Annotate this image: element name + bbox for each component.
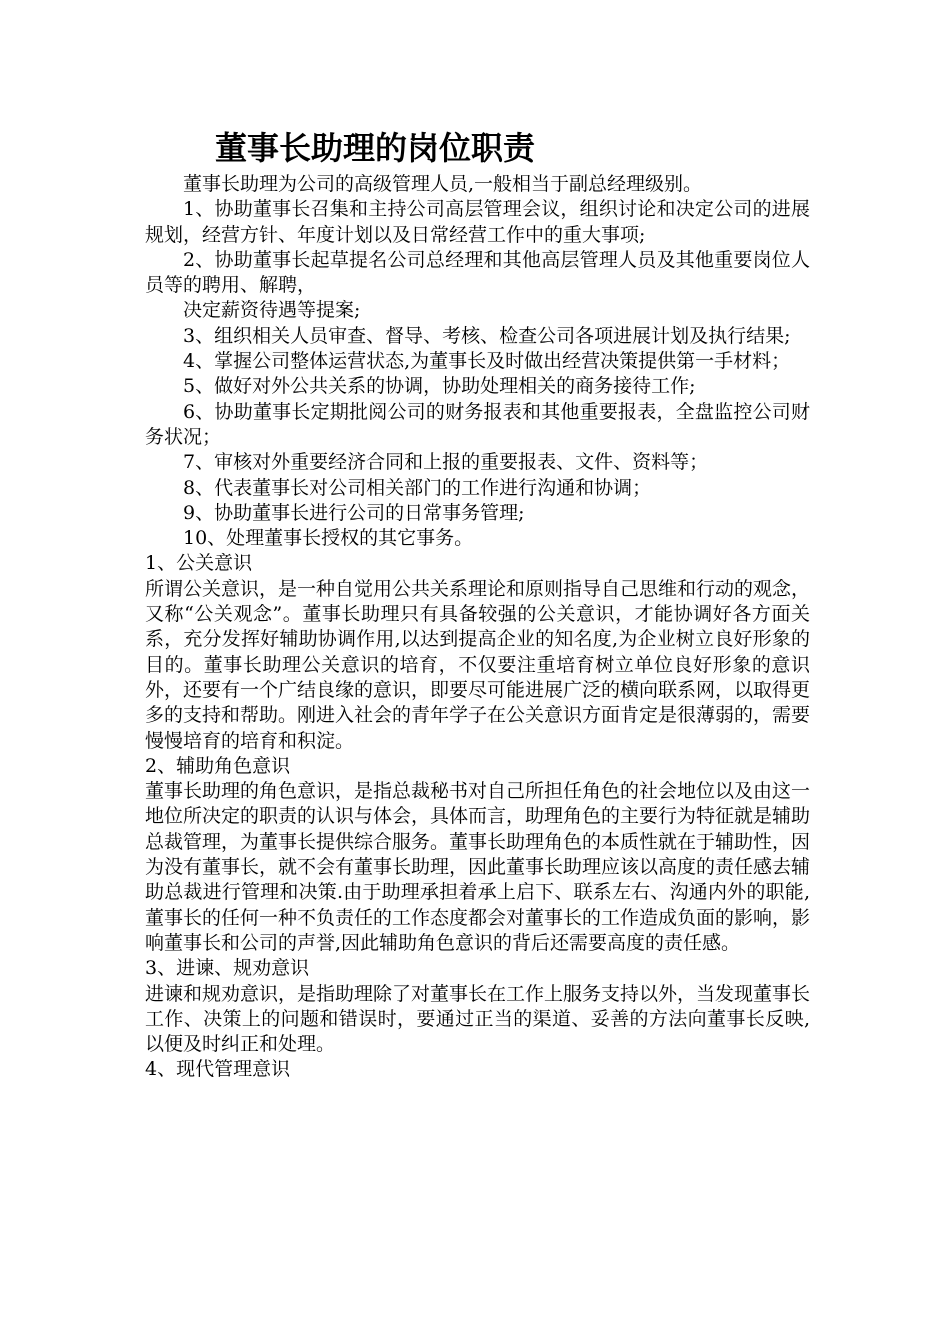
section-body-support-role: 董事长助理的角色意识，是指总裁秘书对自己所担任角色的社会地位以及由这一地位所决定的职责的认识与体会，具体而言，助理角色的主要行为特征就是辅助总裁管理，为董事长提供综合服务。董事长助理角色的本质性就在于辅助性，因为没有董事长，就不会有董事长助理，因此董事长助理应该以高度的责任感去辅助总裁进行管理和决策.由于助理承担着承上启下、联系左右、沟通内外的职能,董事长的任何一种不负责任的工作态度都会对董事长的工作造成负面的影响，影响董事长和公司的声誉,因此辅助角色意识的背后还需要高度的责任感。 <box>145 780 811 954</box>
section-heading-pr-awareness: 1、公关意识 <box>145 552 253 575</box>
intro-paragraph: 董事长助理为公司的高级管理人员,一般相当于副总经理级别。 <box>183 173 703 195</box>
duty-item-1: 1、协助董事长召集和主持公司高层管理会议，组织讨论和决定公司的进展规划，经营方针、年度计划以及日常经营工作中的重大事项; <box>145 198 810 246</box>
section-body-pr-awareness: 所谓公关意识，是一种自觉用公共关系理论和原则指导自己思维和行动的观念，又称“公关观念”。董事长助理只有具备较强的公关意识，才能协调好各方面关系，充分发挥好辅助协调作用,以达到提高企业的知名度,为企业树立良好形象的目的。董事长助理公关意识的培育，不仅要注重培育树立单位良好形象的意识外，还要有一个广结良缘的意识，即要尽可能进展广泛的横向联系网，以取得更多的支持和帮助。刚进入社会的青年学子在公关意识方面肯定是很薄弱的，需要慢慢培育的培育和积淀。 <box>145 577 811 752</box>
document-page <box>145 0 810 1344</box>
duty-item-8: 8、代表董事长对公司相关部门的工作进行沟通和协调； <box>183 476 652 499</box>
duty-item-10: 10、处理董事长授权的其它事务。 <box>183 527 474 550</box>
section-heading-support-role: 2、辅助角色意识 <box>145 754 291 777</box>
duty-item-5: 5、做好对外公共关系的协调，协助处理相关的商务接待工作; <box>183 375 696 398</box>
document-title: 董事长助理的岗位职责 <box>215 129 536 167</box>
section-heading-modern-management: 4、现代管理意识 <box>145 1058 291 1081</box>
duty-item-2: 2、协助董事长起草提名公司总经理和其他高层管理人员及其他重要岗位人员等的聘用、解聘， <box>145 248 810 297</box>
duty-item-6: 6、协助董事长定期批阅公司的财务报表和其他重要报表，全盘监控公司财务状况； <box>145 400 810 448</box>
duty-item-7: 7、审核对外重要经济合同和上报的重要报表、文件、资料等； <box>183 451 709 474</box>
duty-item-4: 4、掌握公司整体运营状态,为董事长及时做出经营决策提供第一手材料； <box>183 350 791 373</box>
section-body-advice: 进谏和规劝意识，是指助理除了对董事长在工作上服务支持以外，当发现董事长工作、决策上的问题和错误时，要通过正当的渠道、妥善的方法向董事长反映,以便及时纠正和处理。 <box>145 982 811 1056</box>
duty-item-3: 3、组织相关人员审查、督导、考核、检查公司各项进展计划及执行结果; <box>183 324 791 347</box>
section-heading-advice: 3、进谏、规劝意识 <box>145 957 310 980</box>
duty-item-9: 9、协助董事长进行公司的日常事务管理; <box>183 501 525 524</box>
document-body <box>145 172 810 1083</box>
duty-item-2-continued: 决定薪资待遇等提案; <box>183 299 361 322</box>
